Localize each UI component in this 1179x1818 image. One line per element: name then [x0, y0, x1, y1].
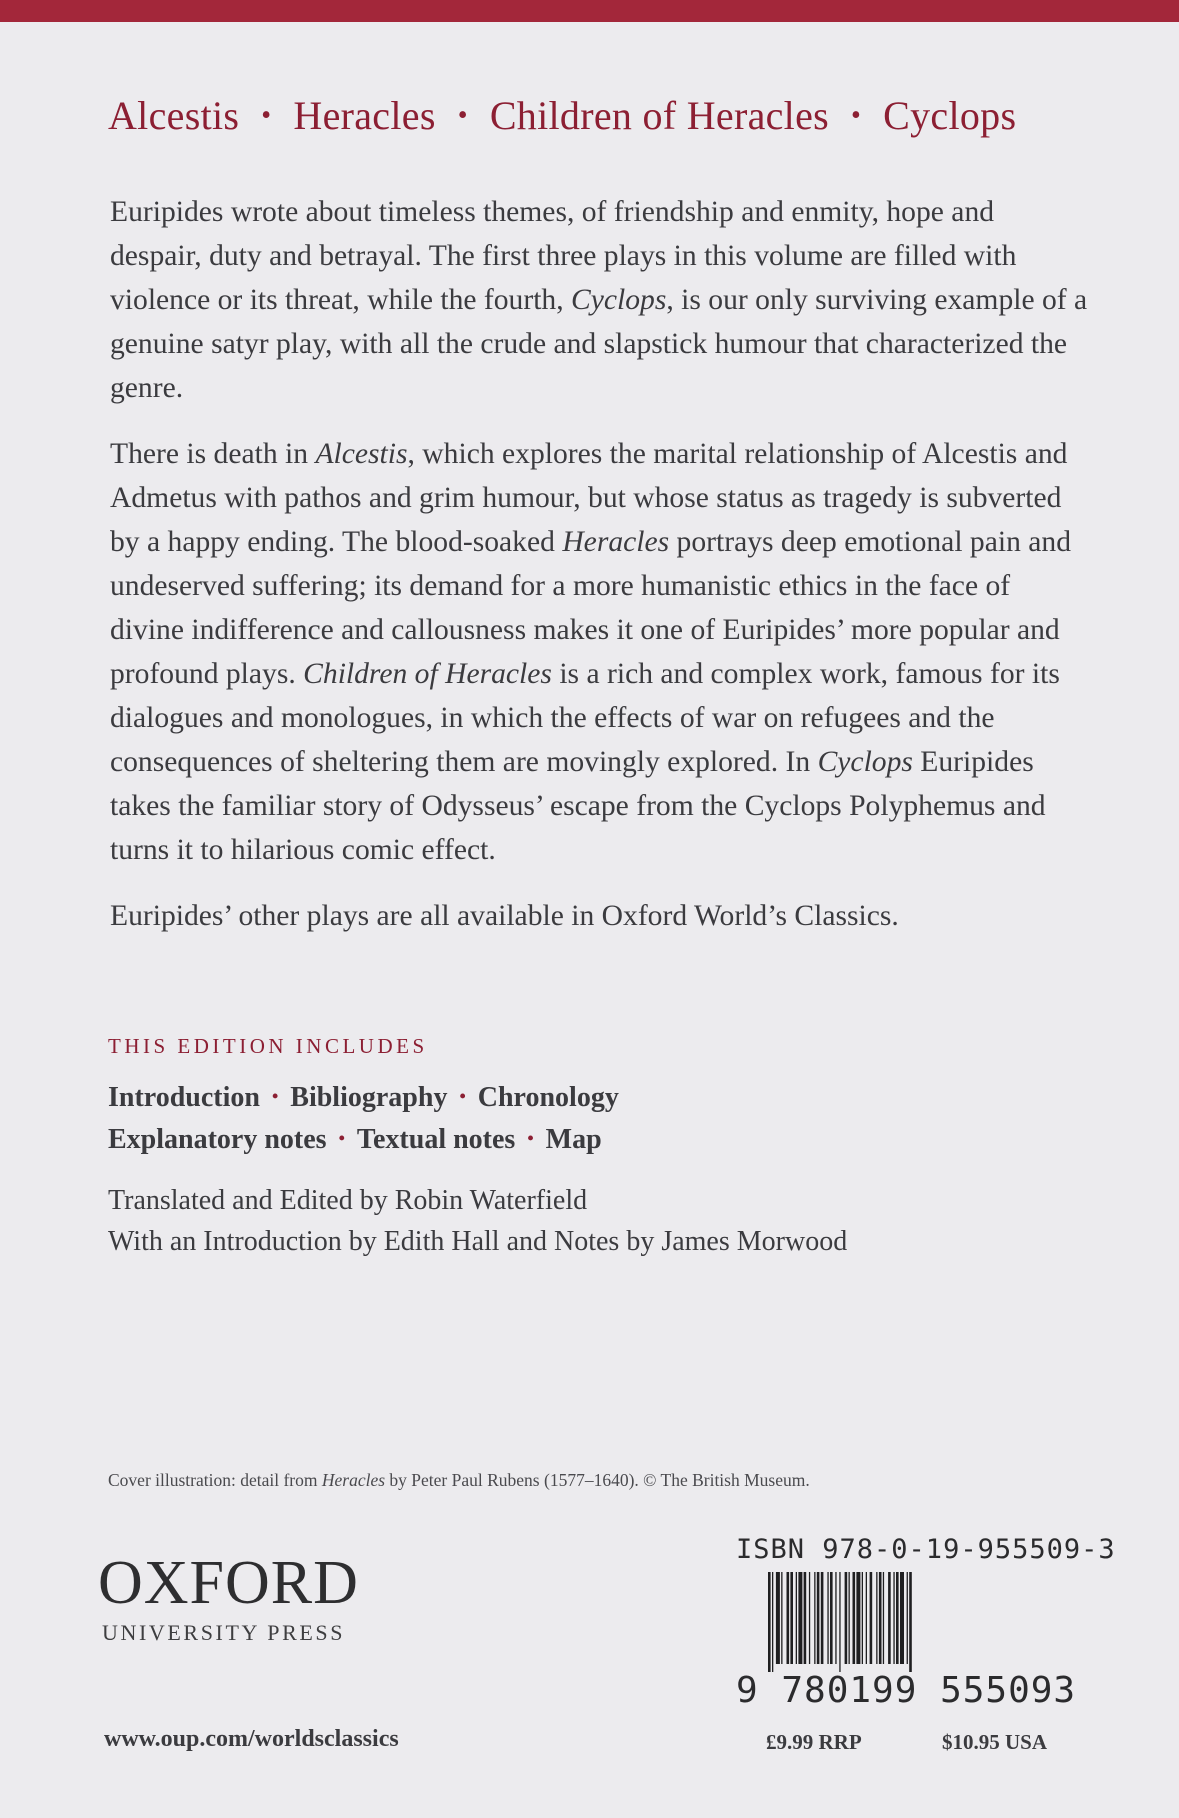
website-link[interactable]: www.oup.com/worldsclassics — [104, 1726, 399, 1752]
title-heracles: Heracles — [293, 93, 436, 138]
text: is a rich and complex work, famous for its dialogues and monologues, in which the effects of war on refugees and the consequences of sheltering them are movingly explored. In — [110, 658, 1060, 778]
includes-row-1 — [108, 1076, 619, 1118]
barcode-bar — [849, 1572, 850, 1664]
play-titles — [108, 92, 1118, 139]
barcode-bar — [856, 1572, 860, 1664]
barcode-bar — [888, 1572, 891, 1664]
credits — [108, 1180, 847, 1262]
barcode-bar — [866, 1572, 867, 1664]
translator-credit: Translated and Edited by Robin Waterfield — [108, 1185, 588, 1216]
university-press-label: UNIVERSITY PRESS — [102, 1620, 346, 1645]
includes-item: Chronology — [477, 1082, 619, 1113]
oxford-wordmark: OXFORD — [98, 1549, 359, 1617]
includes-item: Map — [545, 1124, 602, 1155]
barcode-bar — [909, 1572, 912, 1672]
barcode-bar — [821, 1572, 824, 1664]
barcode-bar — [839, 1572, 840, 1672]
text: portrays deep emotional pain and undeserved suffering; its demand for a more humanistic ethics in the face of divine indifference and callousness makes it one of Euripides’ more popular and profound plays. — [110, 526, 1072, 690]
italic-title: Heracles — [321, 1470, 386, 1490]
title-cyclops: Cyclops — [883, 93, 1017, 138]
includes-list — [108, 1076, 619, 1160]
includes-item: Explanatory notes — [108, 1124, 327, 1155]
barcode-bar — [817, 1572, 820, 1664]
title-children-of-heracles: Children of Heracles — [489, 93, 830, 138]
barcode-bar — [809, 1572, 810, 1664]
barcode-bar — [870, 1572, 873, 1664]
text: Cover illustration: detail from — [108, 1470, 322, 1490]
blurb-paragraph-2 — [110, 432, 1090, 872]
barcode-bar — [862, 1572, 863, 1664]
barcode-bar — [845, 1572, 848, 1664]
bullet: • — [271, 1086, 279, 1106]
barcode-bar — [787, 1572, 790, 1664]
barcode-bar — [830, 1572, 833, 1664]
barcode-bar — [879, 1572, 882, 1664]
barcode-bar — [893, 1572, 894, 1664]
italic-title: Children of Heracles — [303, 658, 552, 690]
barcode-bar — [883, 1572, 884, 1664]
barcode-bar — [907, 1572, 908, 1664]
italic-title: Heracles — [562, 526, 670, 558]
text: , which explores the marital relationship of Alcestis and Admetus with pathos and grim humour, but whose status as tragedy is subverted by a happy ending. The blood-soaked — [110, 438, 1068, 558]
text: , is our only surviving example of a genuine satyr play, with all the crude and slapstick humour that characterized the genre. — [110, 284, 1088, 404]
italic-title: Alcestis — [315, 438, 408, 470]
barcode-bar — [827, 1572, 828, 1664]
title-separator: • — [851, 100, 862, 131]
oxford-logo — [98, 1549, 398, 1646]
title-separator: • — [457, 100, 468, 131]
barcode-bar — [781, 1572, 782, 1664]
price-usd: $10.95 USA — [942, 1730, 1048, 1754]
barcode-bar — [814, 1572, 815, 1664]
barcode-bar — [772, 1572, 773, 1672]
barcode-bar — [876, 1572, 877, 1664]
title-separator: • — [261, 100, 272, 131]
barcode-bar — [896, 1572, 899, 1664]
barcode-bar — [853, 1572, 856, 1664]
barcode-bar — [798, 1572, 802, 1664]
includes-item: Bibliography — [290, 1082, 448, 1113]
barcode-bar — [835, 1572, 836, 1664]
text: Euripides wrote about timeless themes, of friendship and enmity, hope and despair, duty and betrayal. The first three plays in this volume are filled with violence or its threat, while the fourth, — [110, 196, 1017, 316]
top-color-band — [0, 0, 1179, 22]
bullet: • — [527, 1128, 534, 1148]
barcode-bar — [900, 1572, 904, 1664]
barcode-bar — [768, 1572, 771, 1672]
blurb — [110, 190, 1090, 960]
bullet: • — [459, 1086, 466, 1106]
barcode-bar — [776, 1572, 780, 1664]
barcode-icon — [736, 1572, 1068, 1672]
includes-row-2 — [108, 1118, 619, 1160]
italic-title: Cyclops — [817, 746, 913, 778]
includes-item: Introduction — [108, 1082, 260, 1113]
introduction-credit: With an Introduction by Edith Hall and Notes by James Morwood — [108, 1226, 848, 1257]
barcode-digits: 9 780199 555093 — [736, 1670, 1077, 1711]
blurb-paragraph-1 — [110, 190, 1090, 410]
includes-heading: THIS EDITION INCLUDES — [108, 1034, 428, 1058]
italic-title: Cyclops — [571, 284, 667, 316]
text: There is death in — [110, 438, 316, 470]
isbn-label: ISBN 978-0-19-955509-3 — [736, 1534, 1116, 1565]
includes-item: Textual notes — [356, 1124, 516, 1155]
barcode-bar — [790, 1572, 793, 1664]
price-gbp: £9.99 RRP — [766, 1730, 862, 1754]
text: by Peter Paul Rubens (1577–1640). © The British Museum. — [385, 1470, 810, 1490]
text: Euripides takes the familiar story of Odysseus’ escape from the Cyclops Polyphemus and turns it to hilarious comic effect. — [110, 746, 1046, 866]
barcode-bar — [804, 1572, 807, 1664]
cover-illustration-credit — [108, 1470, 810, 1491]
title-alcestis: Alcestis — [108, 93, 240, 138]
blurb-paragraph-3: Euripides’ other plays are all available in Oxford World’s Classics. — [110, 900, 899, 932]
barcode-bar — [796, 1572, 797, 1664]
bullet: • — [338, 1128, 345, 1148]
